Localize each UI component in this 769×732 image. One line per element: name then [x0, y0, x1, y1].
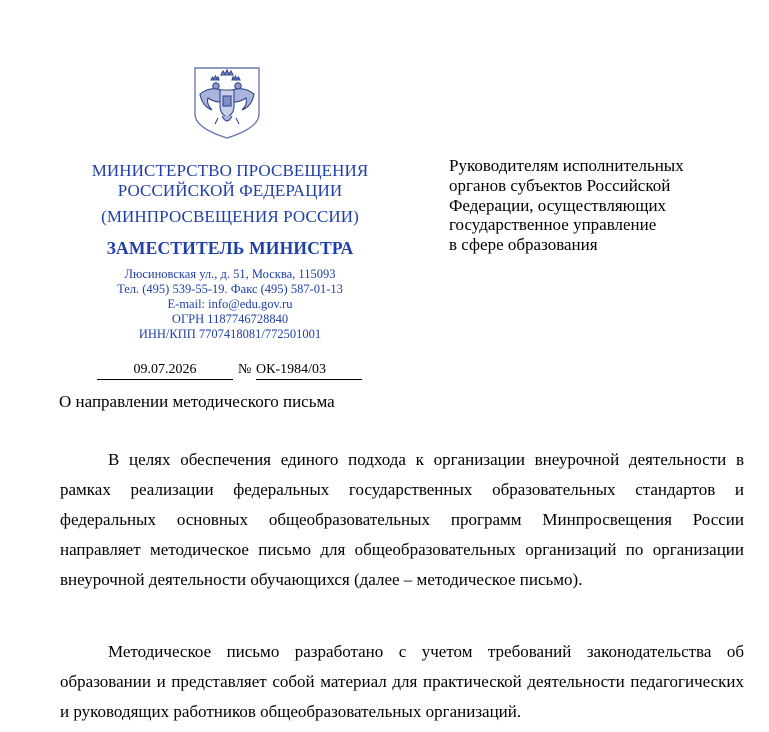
addressee-line5: в сфере образования — [449, 235, 598, 255]
address-line: Люсиновская ул., д. 51, Москва, 115093 — [124, 267, 336, 281]
addressee-block — [449, 156, 749, 255]
number-sign: № — [238, 362, 252, 377]
phone-line: Тел. (495) 539-55-19. Факс (495) 587-01-13 — [117, 282, 343, 296]
ogrn-line: ОГРН 1187746728840 — [171, 312, 289, 326]
ministry-name-line1: МИНИСТЕРСТВО ПРОСВЕЩЕНИЯ — [91, 161, 369, 180]
registration-date: 09.07.2026 — [97, 361, 233, 380]
addressee-line4: государственное управление — [449, 215, 657, 235]
addressee-line3: Федерации, осуществляющих — [449, 195, 667, 215]
coat-of-arms-emblem — [192, 66, 262, 140]
inn-line: ИНН/КПП 7707418081/772501001 — [138, 327, 322, 341]
ministry-short-name: (МИНПРОСВЕЩЕНИЯ РОССИИ) — [101, 207, 359, 226]
addressee-line1: Руководителям исполнительных — [449, 156, 684, 175]
position-title: ЗАМЕСТИТЕЛЬ МИНИСТРА — [106, 238, 354, 258]
addressee-line2: органов субъектов Российской — [449, 175, 671, 195]
body-paragraph-1: В целях обеспечения единого подхода к организации внеурочной деятельности в рамках реализации федеральных государственных образовательных стандартов и федеральных основных общеобразовательных программ Минпросвещения России направляет методическое письмо для общеобразовательных организаций по организации внеурочной деятельности обучающихся (далее – методическое письмо). — [60, 450, 744, 589]
email-line: E-mail: info@edu.gov.ru — [167, 297, 293, 311]
body-paragraph-2: Методическое письмо разработано с учетом требований законодательства об образовании и представляет собой материал для практической деятельности педагогических и руководящих работников общеобразовательных организаций. — [60, 642, 744, 721]
ministry-name-line2: РОССИЙСКОЙ ФЕДЕРАЦИИ — [117, 181, 343, 200]
registration-number: ОК-1984/03 — [256, 361, 362, 380]
letter-subject: О направлении методического письма — [59, 392, 335, 411]
